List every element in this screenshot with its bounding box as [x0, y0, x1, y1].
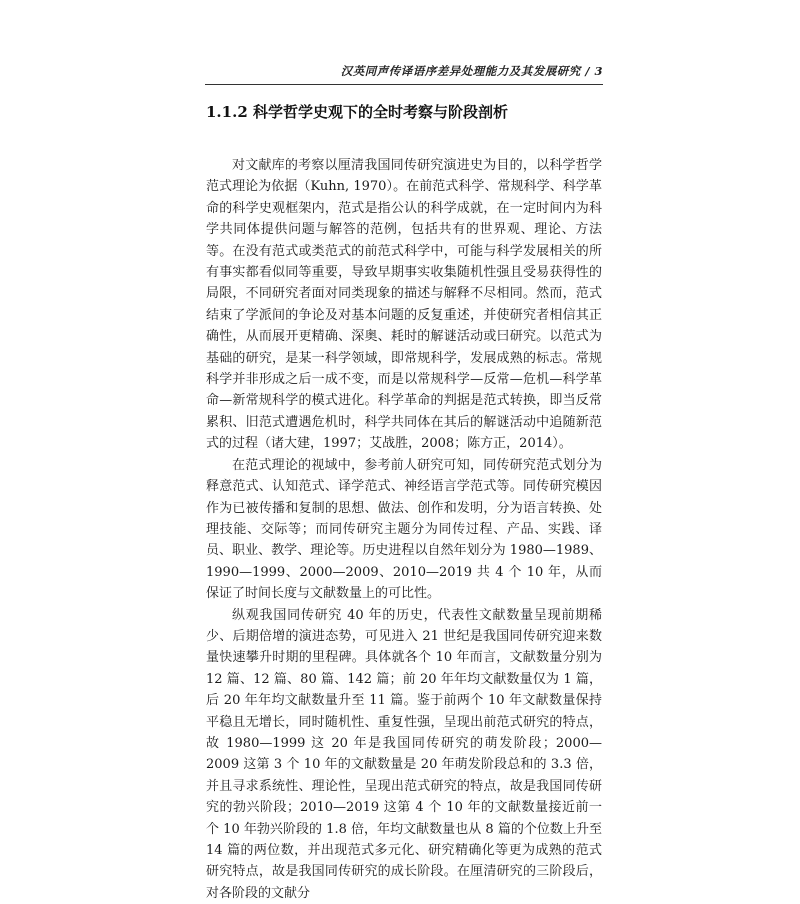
paragraph: 在范式理论的视域中，参考前人研究可知，同传研究范式划分为释意范式、认知范式、译学范式、神经语言学范式等。同传研究模因作为已被传播和复制的思想、做法、创作和发明，分为语言转换、处理技能、交际等；而同传研究主题分为同传过程、产品、实践、译员、职业、教学、理论等。历史进程以自然年划分为 1980—1989、1990—1999、2000—2009、2010—2019 共 4 个 10 年，从而保证了时间长度与文献数量上的可比性。 [206, 457, 602, 602]
section-number: 1.1.2 [206, 103, 248, 121]
section-heading [206, 101, 508, 122]
header-divider [205, 84, 603, 85]
paragraph: 对文献库的考察以厘清我国同传研究演进史为目的，以科学哲学范式理论为依据（Kuhn, 1970）。在前范式科学、常规科学、科学革命的科学史观框架内，范式是指公认的科学成就，在一定时间内为科学共同体提供问题与解答的范例，包括共有的世界观、理论、方法等。在没有范式或类范式的前范式科学中，可能与科学发展相关的所有事实都看似同等重要，导致早期事实收集随机性强且受易获得性的局限，不同研究者面对同类现象的描述与解释不尽相同。然而，范式结束了学派间的争论及对基本问题的反复重述，并使研究者相信其正确性，从而展开更精确、深奥、耗时的解谜活动或曰研究。以范式为基础的研究，是某一科学领域，即常规科学，发展成熟的标志。常规科学并非形成之后一成不变，而是以常规科学—反常—危机—科学革命—新常规科学的模式进化。科学革命的判据是范式转换，即当反常累积、旧范式遭遇危机时，科学共同体在其后的解谜活动中追随新范式的过程（诸大建，1997；艾战胜，2008；陈方正，2014）。 [206, 158, 602, 452]
page-number: / 3 [585, 64, 603, 78]
body-text [206, 155, 602, 904]
paragraph: 纵观我国同传研究 40 年的历史，代表性文献数量呈现前期稀少、后期倍增的演进态势，可见进入 21 世纪是我国同传研究迎来数量快速攀升时期的里程碑。具体就各个 10 年而言，文献数量分别为 12 篇、12 篇、80 篇、142 篇；前 20 年年均文献数量仅为 1 篇，后 20 年年均文献数量升至 11 篇。鉴于前两个 10 年文献数量保持平稳且无增长，同时随机性、重复性强，呈现出前范式研究的特点，故 1980—1999 这 20 年是我国同传研究的萌发阶段；2000—2009 这第 3 个 10 年的文献数量是 20 年萌发阶段总和的 3.3 倍，并且寻求系统性、理论性，呈现出范式研究的特点，故是我国同传研究的勃兴阶段；2010—2019 这第 4 个 10 年的文献数量接近前一个 10 年勃兴阶段的 1.8 倍，年均文献数量也从 8 篇的个位数上升至 14 篇的两位数，并出现范式多元化、研究精确化等更为成熟的范式研究特点，故是我国同传研究的成长阶段。在厘清研究的三阶段后，对各阶段的文献分 [206, 607, 602, 901]
running-header-title: 汉英同声传译语序差异处理能力及其发展研究 [340, 64, 581, 78]
running-header [341, 63, 603, 79]
section-title: 科学哲学史观下的全时考察与阶段剖析 [253, 103, 509, 121]
